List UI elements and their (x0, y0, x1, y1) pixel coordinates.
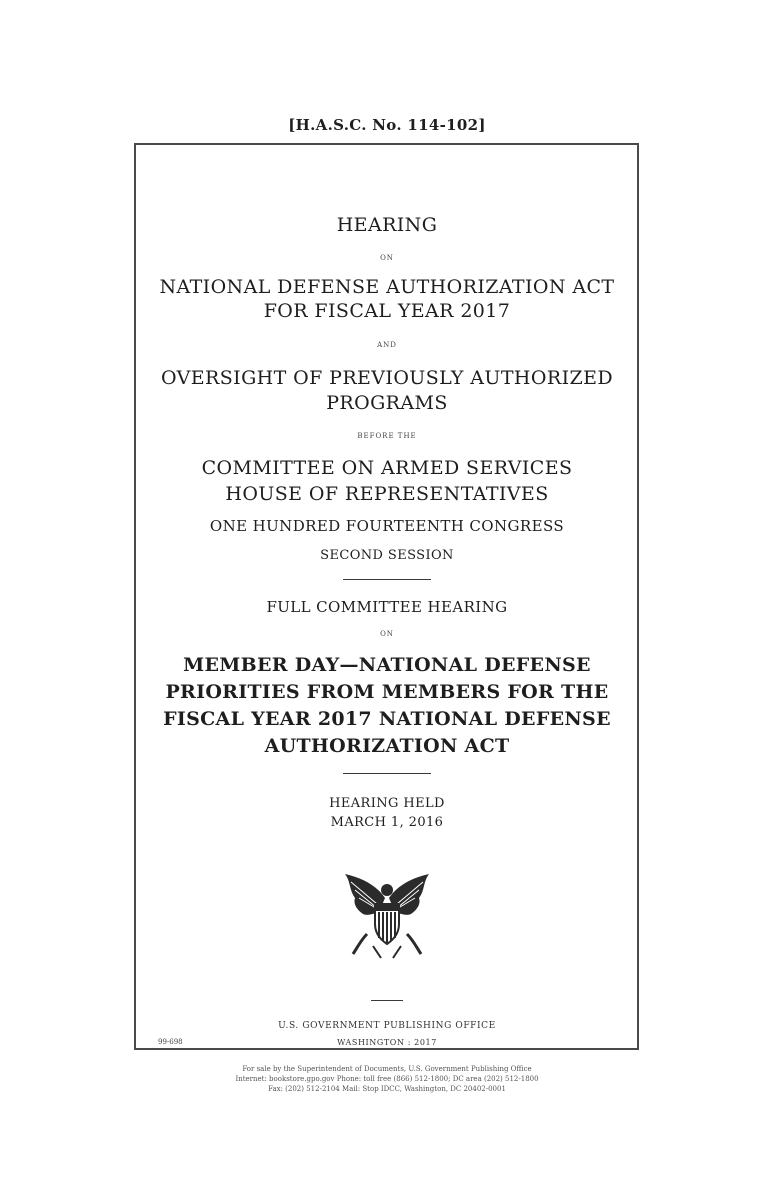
eagle-seal-icon (337, 868, 437, 964)
session-label: SECOND SESSION (320, 548, 454, 563)
divider (343, 579, 431, 580)
full-committee-label: FULL COMMITTEE HEARING (266, 598, 508, 616)
publisher-office: U.S. GOVERNMENT PUBLISHING OFFICE (278, 1021, 496, 1031)
sale-info-line3: Fax: (202) 512-2104 Mail: Stop IDCC, Washington, DC 20402-0001 (268, 1085, 506, 1093)
hearing-held-label: HEARING HELD (329, 796, 445, 811)
subject-line3: FISCAL YEAR 2017 NATIONAL DEFENSE (163, 708, 611, 730)
on-label: ON (380, 254, 394, 262)
divider-2 (343, 773, 431, 774)
sale-info-line2: Internet: bookstore.gpo.gov Phone: toll free (866) 512-1800; DC area (202) 512-1800 (235, 1075, 539, 1083)
committee-name: COMMITTEE ON ARMED SERVICES (201, 457, 573, 479)
congress-label: ONE HUNDRED FOURTEENTH CONGRESS (209, 517, 565, 535)
before-the-label: BEFORE THE (357, 432, 417, 440)
hearing-date: MARCH 1, 2016 (330, 815, 444, 830)
subject-line4: AUTHORIZATION ACT (264, 735, 510, 757)
subject-line1: MEMBER DAY—NATIONAL DEFENSE (183, 654, 591, 676)
house-name: HOUSE OF REPRESENTATIVES (225, 483, 549, 505)
document-number: [H.A.S.C. No. 114-102] (288, 116, 486, 134)
sale-info-line1: For sale by the Superintendent of Documents, U.S. Government Publishing Office (242, 1065, 532, 1073)
publisher-city-year: WASHINGTON : 2017 (337, 1038, 437, 1047)
hearing-label: HEARING (336, 214, 438, 236)
subject-line2: PRIORITIES FROM MEMBERS FOR THE (165, 681, 609, 703)
divider-3 (371, 1000, 403, 1001)
ndaa-title-line2: FOR FISCAL YEAR 2017 (263, 300, 511, 322)
oversight-title-line1: OVERSIGHT OF PREVIOUSLY AUTHORIZED (161, 367, 613, 389)
and-label: AND (377, 341, 397, 349)
ndaa-title-line1: NATIONAL DEFENSE AUTHORIZATION ACT (159, 276, 615, 298)
document-id: 99-698 (158, 1038, 183, 1046)
on-label-2: ON (380, 630, 394, 638)
oversight-title-line2: PROGRAMS (326, 392, 448, 414)
